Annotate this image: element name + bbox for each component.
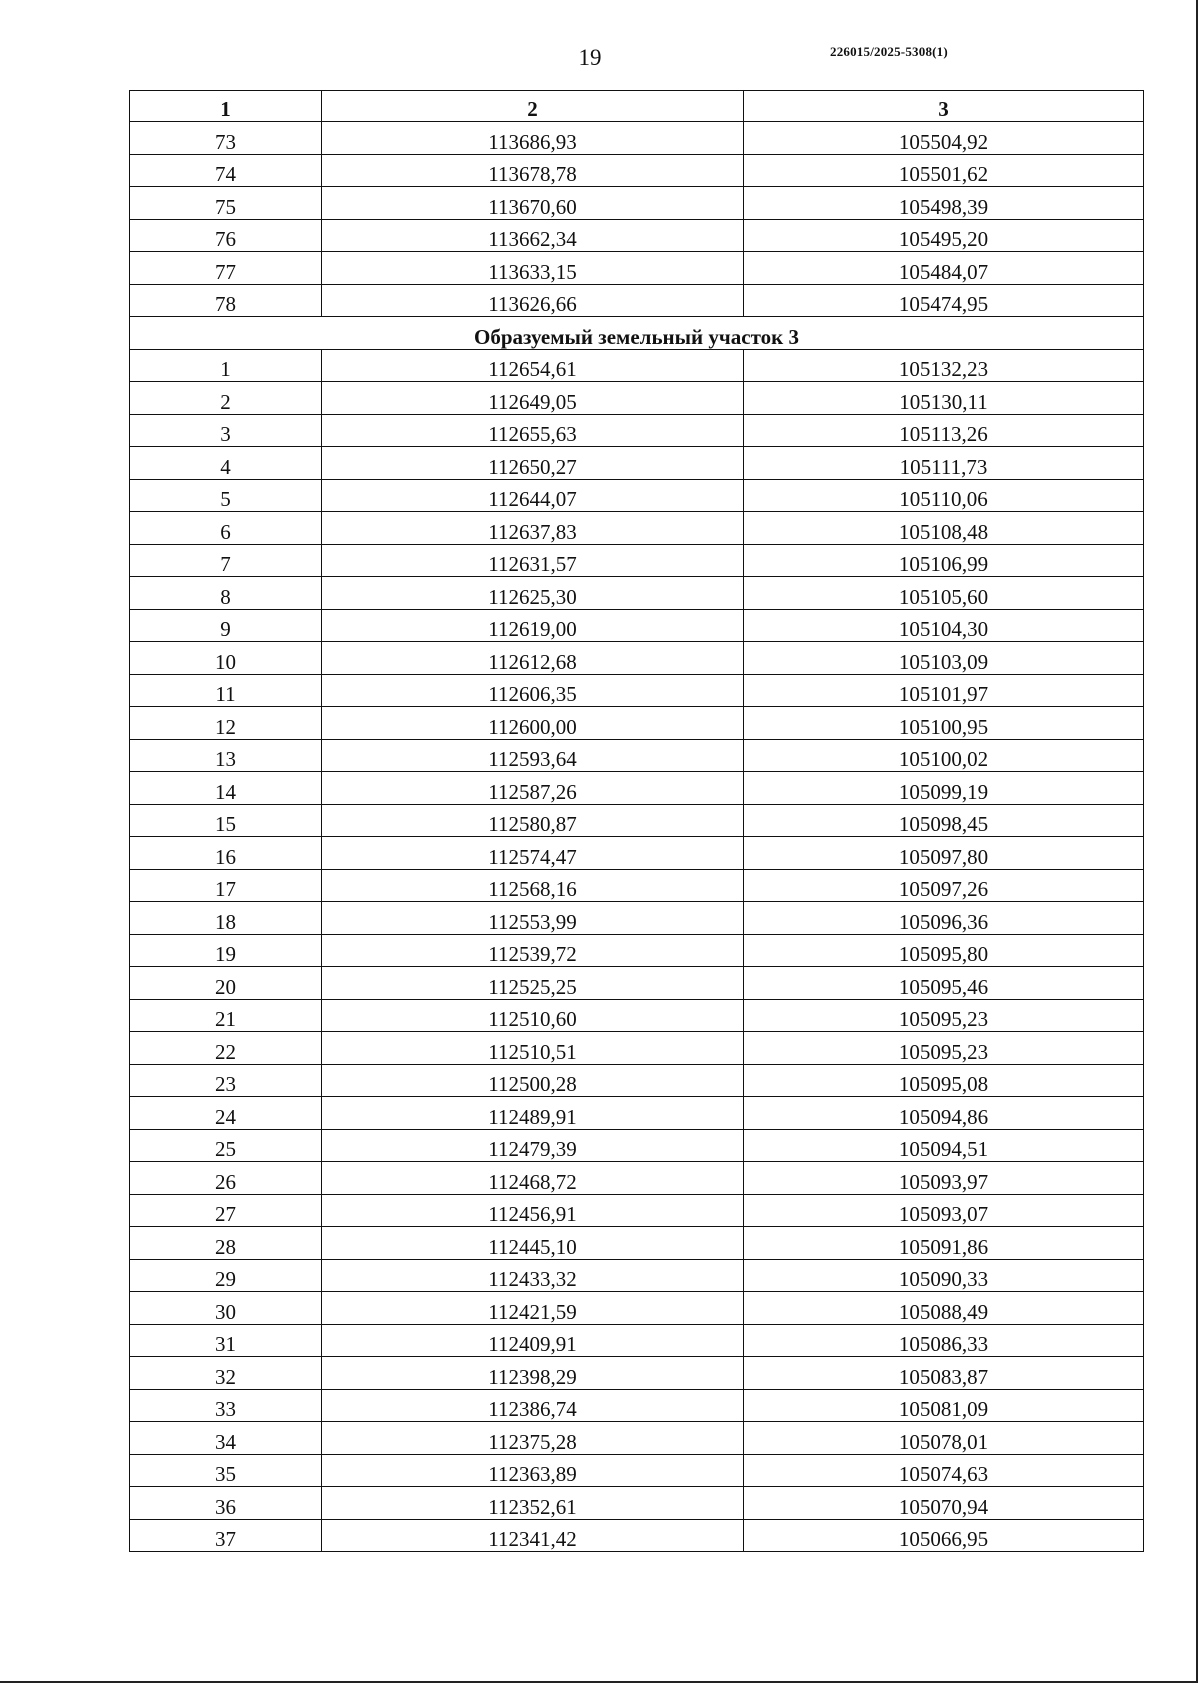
table-row xyxy=(130,1227,1144,1260)
table-row xyxy=(130,187,1144,220)
coordinate-y-cell: 105104,30 xyxy=(744,609,1144,642)
point-number-cell: 22 xyxy=(130,1032,322,1065)
point-number-cell: 8 xyxy=(130,577,322,610)
coordinate-x-cell: 113678,78 xyxy=(322,154,744,187)
table-header-row xyxy=(130,91,1144,122)
document-reference: 226015/2025-5308(1) xyxy=(830,44,948,59)
coordinate-y-cell: 105103,09 xyxy=(744,642,1144,675)
table-row xyxy=(130,869,1144,902)
coordinate-y-cell: 105095,80 xyxy=(744,934,1144,967)
coordinate-y-cell: 105101,97 xyxy=(744,674,1144,707)
coordinate-y-cell: 105093,07 xyxy=(744,1194,1144,1227)
coordinate-y-cell: 105083,87 xyxy=(744,1357,1144,1390)
table-row xyxy=(130,1389,1144,1422)
table-row xyxy=(130,1162,1144,1195)
coordinate-x-cell: 112587,26 xyxy=(322,772,744,805)
point-number-cell: 16 xyxy=(130,837,322,870)
column-header-3: 3 xyxy=(744,91,1144,122)
point-number-cell: 3 xyxy=(130,414,322,447)
coordinate-y-cell: 105100,02 xyxy=(744,739,1144,772)
column-header-1: 1 xyxy=(130,91,322,122)
coordinate-x-cell: 112654,61 xyxy=(322,349,744,382)
coordinate-x-cell: 112468,72 xyxy=(322,1162,744,1195)
table-body-after-section xyxy=(130,349,1144,1552)
coordinate-x-cell: 112500,28 xyxy=(322,1064,744,1097)
coordinate-y-cell: 105078,01 xyxy=(744,1422,1144,1455)
point-number-cell: 78 xyxy=(130,284,322,317)
coordinate-x-cell: 112421,59 xyxy=(322,1292,744,1325)
page-number: 19 xyxy=(578,45,602,70)
coordinate-y-cell: 105484,07 xyxy=(744,252,1144,285)
coordinate-y-cell: 105130,11 xyxy=(744,382,1144,415)
table-row xyxy=(130,1032,1144,1065)
table-row xyxy=(130,1292,1144,1325)
point-number-cell: 28 xyxy=(130,1227,322,1260)
coordinate-y-cell: 105081,09 xyxy=(744,1389,1144,1422)
coordinate-y-cell: 105095,23 xyxy=(744,999,1144,1032)
coordinate-x-cell: 113626,66 xyxy=(322,284,744,317)
coordinates-table xyxy=(129,90,1144,1552)
column-header-2: 2 xyxy=(322,91,744,122)
coordinate-x-cell: 113670,60 xyxy=(322,187,744,220)
coordinate-y-cell: 105095,08 xyxy=(744,1064,1144,1097)
point-number-cell: 15 xyxy=(130,804,322,837)
coordinate-y-cell: 105100,95 xyxy=(744,707,1144,740)
coordinate-x-cell: 112489,91 xyxy=(322,1097,744,1130)
coordinate-x-cell: 112341,42 xyxy=(322,1519,744,1552)
table-row xyxy=(130,1487,1144,1520)
coordinate-x-cell: 112445,10 xyxy=(322,1227,744,1260)
table-row xyxy=(130,739,1144,772)
coordinate-x-cell: 112433,32 xyxy=(322,1259,744,1292)
coordinate-y-cell: 105098,45 xyxy=(744,804,1144,837)
table-row xyxy=(130,1194,1144,1227)
table-row xyxy=(130,707,1144,740)
coordinate-y-cell: 105095,23 xyxy=(744,1032,1144,1065)
point-number-cell: 14 xyxy=(130,772,322,805)
point-number-cell: 18 xyxy=(130,902,322,935)
coordinate-x-cell: 112386,74 xyxy=(322,1389,744,1422)
table-row xyxy=(130,804,1144,837)
table-row xyxy=(130,414,1144,447)
point-number-cell: 30 xyxy=(130,1292,322,1325)
point-number-cell: 25 xyxy=(130,1129,322,1162)
section-row xyxy=(130,317,1144,350)
table-row xyxy=(130,447,1144,480)
point-number-cell: 35 xyxy=(130,1454,322,1487)
coordinate-y-cell: 105106,99 xyxy=(744,544,1144,577)
table-row xyxy=(130,772,1144,805)
coordinate-y-cell: 105097,80 xyxy=(744,837,1144,870)
coordinate-x-cell: 112649,05 xyxy=(322,382,744,415)
point-number-cell: 19 xyxy=(130,934,322,967)
coordinate-y-cell: 105498,39 xyxy=(744,187,1144,220)
point-number-cell: 33 xyxy=(130,1389,322,1422)
point-number-cell: 24 xyxy=(130,1097,322,1130)
table-row xyxy=(130,1129,1144,1162)
coordinate-x-cell: 112398,29 xyxy=(322,1357,744,1390)
table-row xyxy=(130,382,1144,415)
point-number-cell: 31 xyxy=(130,1324,322,1357)
point-number-cell: 23 xyxy=(130,1064,322,1097)
point-number-cell: 13 xyxy=(130,739,322,772)
table-row xyxy=(130,1324,1144,1357)
point-number-cell: 37 xyxy=(130,1519,322,1552)
table-row xyxy=(130,1259,1144,1292)
table-row xyxy=(130,999,1144,1032)
coordinate-x-cell: 112580,87 xyxy=(322,804,744,837)
point-number-cell: 5 xyxy=(130,479,322,512)
table-row xyxy=(130,837,1144,870)
point-number-cell: 21 xyxy=(130,999,322,1032)
point-number-cell: 27 xyxy=(130,1194,322,1227)
table-row xyxy=(130,1519,1144,1552)
coordinate-y-cell: 105108,48 xyxy=(744,512,1144,545)
table-row xyxy=(130,252,1144,285)
table-row xyxy=(130,674,1144,707)
point-number-cell: 77 xyxy=(130,252,322,285)
coordinate-x-cell: 112593,64 xyxy=(322,739,744,772)
coordinate-y-cell: 105095,46 xyxy=(744,967,1144,1000)
coordinate-x-cell: 112510,51 xyxy=(322,1032,744,1065)
coordinate-y-cell: 105105,60 xyxy=(744,577,1144,610)
coordinate-x-cell: 112510,60 xyxy=(322,999,744,1032)
point-number-cell: 20 xyxy=(130,967,322,1000)
coordinate-y-cell: 105091,86 xyxy=(744,1227,1144,1260)
coordinate-y-cell: 105096,36 xyxy=(744,902,1144,935)
coordinate-y-cell: 105113,26 xyxy=(744,414,1144,447)
coordinate-x-cell: 112631,57 xyxy=(322,544,744,577)
coordinate-x-cell: 112479,39 xyxy=(322,1129,744,1162)
coordinate-x-cell: 112375,28 xyxy=(322,1422,744,1455)
point-number-cell: 10 xyxy=(130,642,322,675)
table-row xyxy=(130,479,1144,512)
coordinate-x-cell: 112525,25 xyxy=(322,967,744,1000)
coordinate-x-cell: 112352,61 xyxy=(322,1487,744,1520)
point-number-cell: 2 xyxy=(130,382,322,415)
coordinate-x-cell: 112606,35 xyxy=(322,674,744,707)
coordinate-x-cell: 112539,72 xyxy=(322,934,744,967)
table-row xyxy=(130,349,1144,382)
point-number-cell: 4 xyxy=(130,447,322,480)
point-number-cell: 74 xyxy=(130,154,322,187)
coordinate-x-cell: 112363,89 xyxy=(322,1454,744,1487)
table-row xyxy=(130,284,1144,317)
point-number-cell: 9 xyxy=(130,609,322,642)
coordinate-x-cell: 112619,00 xyxy=(322,609,744,642)
coordinate-x-cell: 112600,00 xyxy=(322,707,744,740)
coordinate-y-cell: 105090,33 xyxy=(744,1259,1144,1292)
table-row xyxy=(130,1454,1144,1487)
table-row xyxy=(130,902,1144,935)
coordinate-y-cell: 105110,06 xyxy=(744,479,1144,512)
coordinate-y-cell: 105501,62 xyxy=(744,154,1144,187)
coordinate-y-cell: 105097,26 xyxy=(744,869,1144,902)
coordinate-x-cell: 113633,15 xyxy=(322,252,744,285)
coordinate-x-cell: 112456,91 xyxy=(322,1194,744,1227)
coordinate-x-cell: 112655,63 xyxy=(322,414,744,447)
coordinate-x-cell: 112553,99 xyxy=(322,902,744,935)
point-number-cell: 75 xyxy=(130,187,322,220)
point-number-cell: 12 xyxy=(130,707,322,740)
coordinate-y-cell: 105070,94 xyxy=(744,1487,1144,1520)
point-number-cell: 34 xyxy=(130,1422,322,1455)
table-row xyxy=(130,967,1144,1000)
point-number-cell: 29 xyxy=(130,1259,322,1292)
coordinate-x-cell: 112574,47 xyxy=(322,837,744,870)
table-row xyxy=(130,577,1144,610)
coordinate-y-cell: 105093,97 xyxy=(744,1162,1144,1195)
coordinate-y-cell: 105088,49 xyxy=(744,1292,1144,1325)
coordinate-x-cell: 112568,16 xyxy=(322,869,744,902)
coordinate-y-cell: 105495,20 xyxy=(744,219,1144,252)
table-row xyxy=(130,154,1144,187)
point-number-cell: 73 xyxy=(130,122,322,155)
section-title: Образуемый земельный участок 3 xyxy=(130,317,1144,350)
coordinate-y-cell: 105086,33 xyxy=(744,1324,1144,1357)
point-number-cell: 76 xyxy=(130,219,322,252)
point-number-cell: 32 xyxy=(130,1357,322,1390)
coordinate-x-cell: 113686,93 xyxy=(322,122,744,155)
point-number-cell: 26 xyxy=(130,1162,322,1195)
table-row xyxy=(130,1064,1144,1097)
table-row xyxy=(130,512,1144,545)
point-number-cell: 6 xyxy=(130,512,322,545)
coordinate-y-cell: 105132,23 xyxy=(744,349,1144,382)
coordinate-x-cell: 112637,83 xyxy=(322,512,744,545)
coordinate-y-cell: 105504,92 xyxy=(744,122,1144,155)
coordinate-y-cell: 105074,63 xyxy=(744,1454,1144,1487)
table-row xyxy=(130,122,1144,155)
point-number-cell: 17 xyxy=(130,869,322,902)
coordinate-x-cell: 112650,27 xyxy=(322,447,744,480)
table-row xyxy=(130,934,1144,967)
coordinate-y-cell: 105094,86 xyxy=(744,1097,1144,1130)
table-row xyxy=(130,544,1144,577)
coordinate-y-cell: 105111,73 xyxy=(744,447,1144,480)
coordinate-x-cell: 112612,68 xyxy=(322,642,744,675)
coordinate-x-cell: 112644,07 xyxy=(322,479,744,512)
table-row xyxy=(130,219,1144,252)
coordinate-x-cell: 113662,34 xyxy=(322,219,744,252)
coordinate-y-cell: 105094,51 xyxy=(744,1129,1144,1162)
table-row xyxy=(130,1097,1144,1130)
table-row xyxy=(130,609,1144,642)
table-row xyxy=(130,1357,1144,1390)
coordinate-x-cell: 112625,30 xyxy=(322,577,744,610)
table-row xyxy=(130,642,1144,675)
table-body-before-section xyxy=(130,122,1144,317)
coordinate-x-cell: 112409,91 xyxy=(322,1324,744,1357)
point-number-cell: 7 xyxy=(130,544,322,577)
point-number-cell: 11 xyxy=(130,674,322,707)
coordinate-y-cell: 105066,95 xyxy=(744,1519,1144,1552)
table-row xyxy=(130,1422,1144,1455)
point-number-cell: 1 xyxy=(130,349,322,382)
point-number-cell: 36 xyxy=(130,1487,322,1520)
coordinate-y-cell: 105099,19 xyxy=(744,772,1144,805)
coordinate-y-cell: 105474,95 xyxy=(744,284,1144,317)
